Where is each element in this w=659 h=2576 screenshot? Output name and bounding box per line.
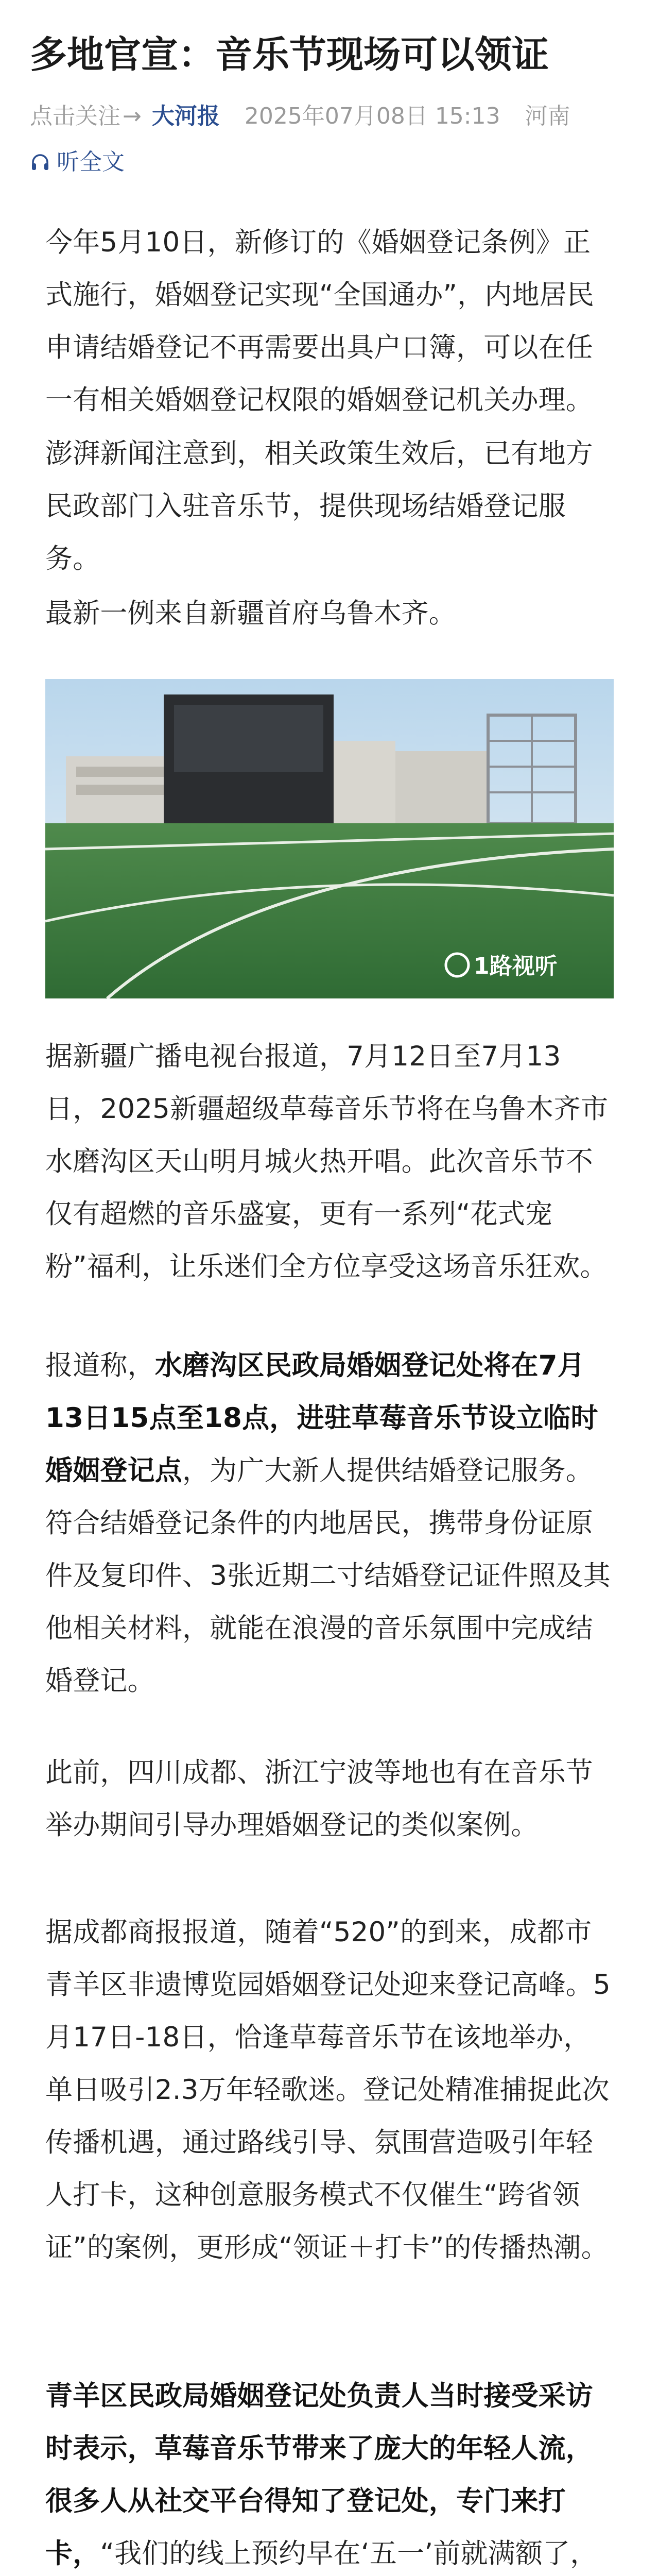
paragraph-4: 据新疆广播电视台报道，7月12日至7月13日，2025新疆超级草莓音乐节将在乌鲁木齐市水磨沟区天山明月城火热开唱。此次音乐节不仅有超燃的音乐盛宴，更有一系列“花式宠粉”福利，让乐迷们全方位享受这场音乐狂欢。 [45,1041,609,1282]
paragraph-7: 据成都商报报道，随着“520”的到来，成都市青羊区非遗博览园婚姻登记处迎来登记高峰。5月17日-18日，恰逢草莓音乐节在该地举办，单日吸引2.3万年轻歌迷。登记处精准捕捉此次传播机遇，通过路线引导、氛围营造吸引年轻人打卡，这种创意服务模式不仅催生“跨省领证”的案例，更形成“领证＋打卡”的传播热潮。 [45,1917,611,2263]
paragraph-5-bold: 水磨沟区民政局婚姻登记处将在7月13日15点至18点，进驻草莓音乐节设立临时婚姻登记点 [45,1350,598,1486]
article-meta [30,101,632,132]
paragraph-1: 今年5月10日，新修订的《婚姻登记条例》正式施行，婚姻登记实现“全国通办”，内地居民申请结婚登记不再需要出具户口簿，可以在任一有相关婚姻登记权限的婚姻登记机关办理。 [45,227,595,416]
publish-time: 2025年07月08日 15:13 [244,103,500,129]
source-name[interactable]: 大河报 [151,103,220,129]
headphones-icon [30,152,50,173]
paragraph-5 [45,1340,614,1707]
listen-button[interactable] [30,144,125,180]
region-label: 河南 [525,103,570,129]
arrow-right-icon: → [123,103,142,129]
photo-watermark: 1路视听 [474,953,558,979]
paragraph-3: 最新一例来自新疆首府乌鲁木齐。 [45,598,456,629]
paragraph-8-rest: “我们的线上预约早在‘五一’前就满额了， [100,2538,598,2569]
follow-link[interactable]: 点击关注 [30,103,120,129]
paragraph-2: 澎湃新闻注意到，相关政策生效后，已有地方民政部门入驻音乐节，提供现场结婚登记服务。 [45,438,593,574]
paragraph-6: 此前，四川成都、浙江宁波等地也有在音乐节举办期间引导办理婚姻登记的类似案例。 [45,1757,593,1841]
festival-field-photo [45,679,614,998]
listen-label: 听全文 [57,149,125,175]
paragraph-5-lead: 报道称， [45,1350,155,1381]
paragraph-8 [45,2370,614,2576]
paragraph-5-rest: ，为广大新人提供结婚登记服务。符合结婚登记条件的内地居民，携带身份证原件及复印件、3张近期二寸结婚登记证件照及其他相关材料，就能在浪漫的音乐氛围中完成结婚登记。 [45,1455,611,1697]
paragraph-8-bold: 青羊区民政局婚姻登记处负责人当时接受采访时表示，草莓音乐节带来了庞大的年轻人流，很多人从社交平台得知了登记处，专门来打卡， [45,2380,593,2569]
article-title: 多地官宣：音乐节现场可以领证 [30,33,549,76]
